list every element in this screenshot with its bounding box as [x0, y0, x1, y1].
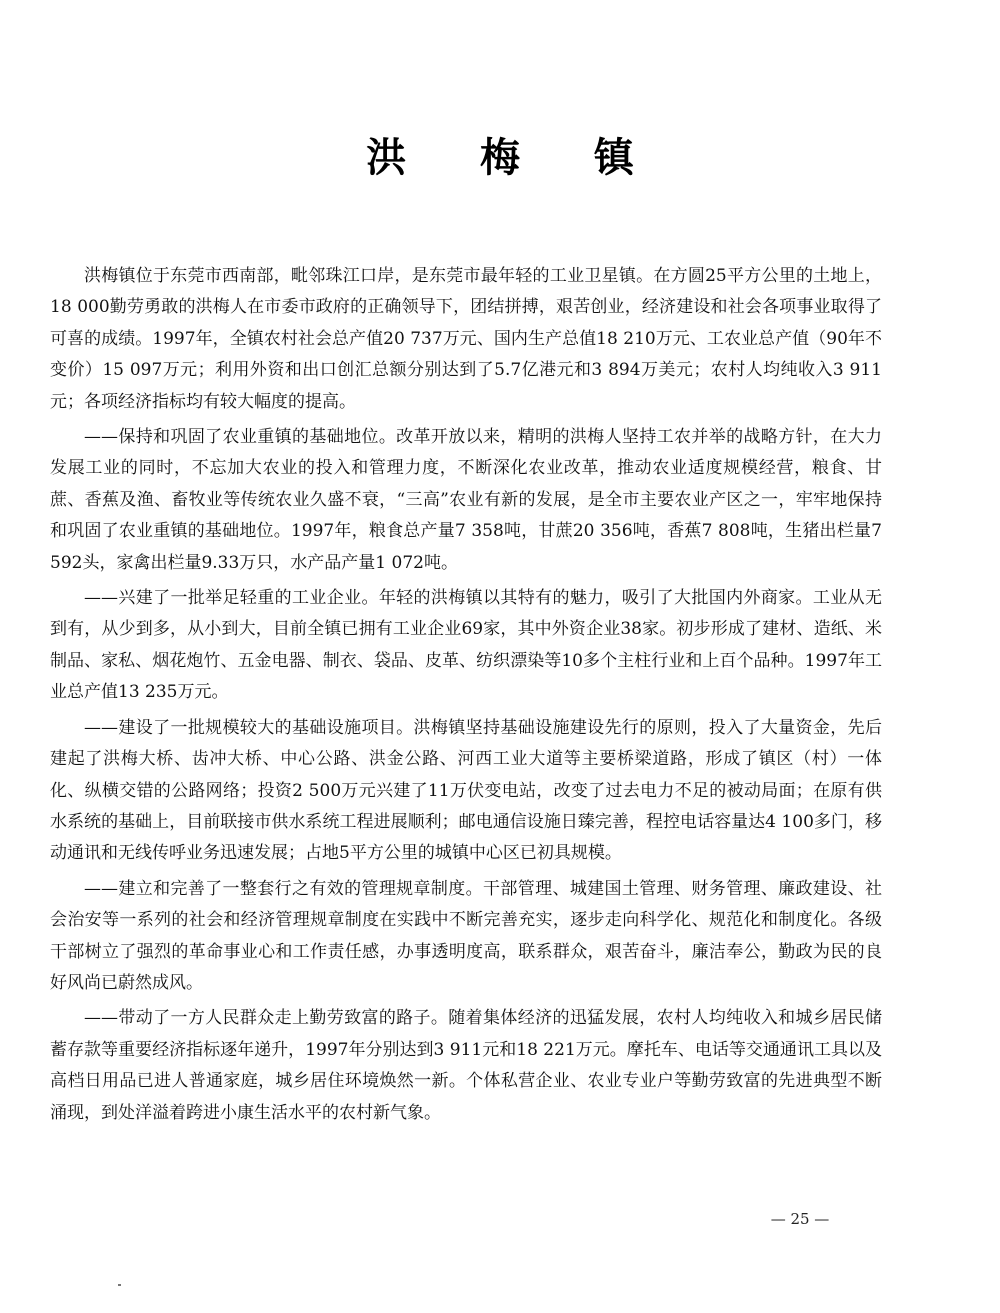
page-number: — 25 — [770, 1210, 830, 1228]
paragraph-industry: ——兴建了一批举足轻重的工业企业。年轻的洪梅镇以其特有的魅力，吸引了大批国内外商家。工业从无到有，从少到多，从小到大，目前全镇已拥有工业企业69家，其中外资企业38家。初步形成了建材、造纸、米制品、家私、烟花炮竹、五金电器、制衣、袋品、皮革、纺织漂染等10多个主柱行业和上百个品种。1997年工业总产值13 235万元。 [50, 588, 882, 703]
paragraph-infrastructure: ——建设了一批规模较大的基础设施项目。洪梅镇坚持基础设施建设先行的原则，投入了大量资金，先后建起了洪梅大桥、齿冲大桥、中心公路、洪金公路、河西工业大道等主要桥梁道路，形成了镇区（村）一体化、纵横交错的公路网络；投资2 500万元兴建了11万伏变电站，改变了过去电力不足的被动局面；在原有供水系统的基础上，目前联接市供水系统工程进展顺利；邮电通信设施日臻完善，程控电话容量达4 100多门，移动通讯和无线传呼业务迅速发展；占地5平方公里的城镇中心区已初具规模。 [50, 717, 882, 864]
scan-speck [118, 1284, 121, 1286]
paragraph-management: ——建立和完善了一整套行之有效的管理规章制度。干部管理、城建国土管理、财务管理、廉政建设、社会治安等一系列的社会和经济管理规章制度在实践中不断完善充实，逐步走向科学化、规范化和制度化。各级干部树立了强烈的革命事业心和工作责任感，办事透明度高，联系群众，艰苦奋斗，廉洁奉公，勤政为民的良好风尚已蔚然成风。 [50, 878, 882, 993]
paragraph-agriculture: ——保持和巩固了农业重镇的基础地位。改革开放以来，精明的洪梅人坚持工农并举的战略方针，在大力发展工业的同时，不忘加大农业的投入和管理力度，不断深化农业改革，推动农业适度规模经营，粮食、甘蔗、香蕉及渔、畜牧业等传统农业久盛不衰，“三高”农业有新的发展，是全市主要农业产区之一，牢牢地保持和巩固了农业重镇的基础地位。1997年，粮食总产量7 358吨，甘蔗20 356吨，香蕉7 808吨，生猪出栏量7 592头，家禽出栏量9.33万只，水产品产量1 072吨。 [50, 427, 882, 573]
body-text [50, 261, 882, 1133]
paragraph-prosperity: ——带动了一方人民群众走上勤劳致富的路子。随着集体经济的迅猛发展，农村人均纯收入和城乡居民储蓄存款等重要经济指标逐年递升，1997年分别达到3 911元和18 221万元。摩托车、电话等交通通讯工具以及高档日用品已进人普通家庭，城乡居住环境焕然一新。个体私营企业、农业专业户等勤劳致富的先进典型不断涌现，到处洋溢着跨进小康生活水平的农村新气象。 [50, 1008, 882, 1123]
paragraph-intro: 洪梅镇位于东莞市西南部，毗邻珠江口岸，是东莞市最年轻的工业卫星镇。在方圆25平方公里的土地上，18 000勤劳勇敢的洪梅人在市委市政府的正确领导下，团结拼搏，艰苦创业，经济建设和社会各项事业取得了可喜的成绩。1997年，全镇农村社会总产值20 737万元、国内生产总值18 210万元、工农业总产值（90年不变价）15 097万元；利用外资和出口创汇总额分别达到了5.7亿港元和3 894万美元；农村人均纯收入3 911元；各项经济指标均有较大幅度的提高。 [50, 266, 882, 412]
page-title: 洪 梅 镇 [366, 135, 664, 181]
